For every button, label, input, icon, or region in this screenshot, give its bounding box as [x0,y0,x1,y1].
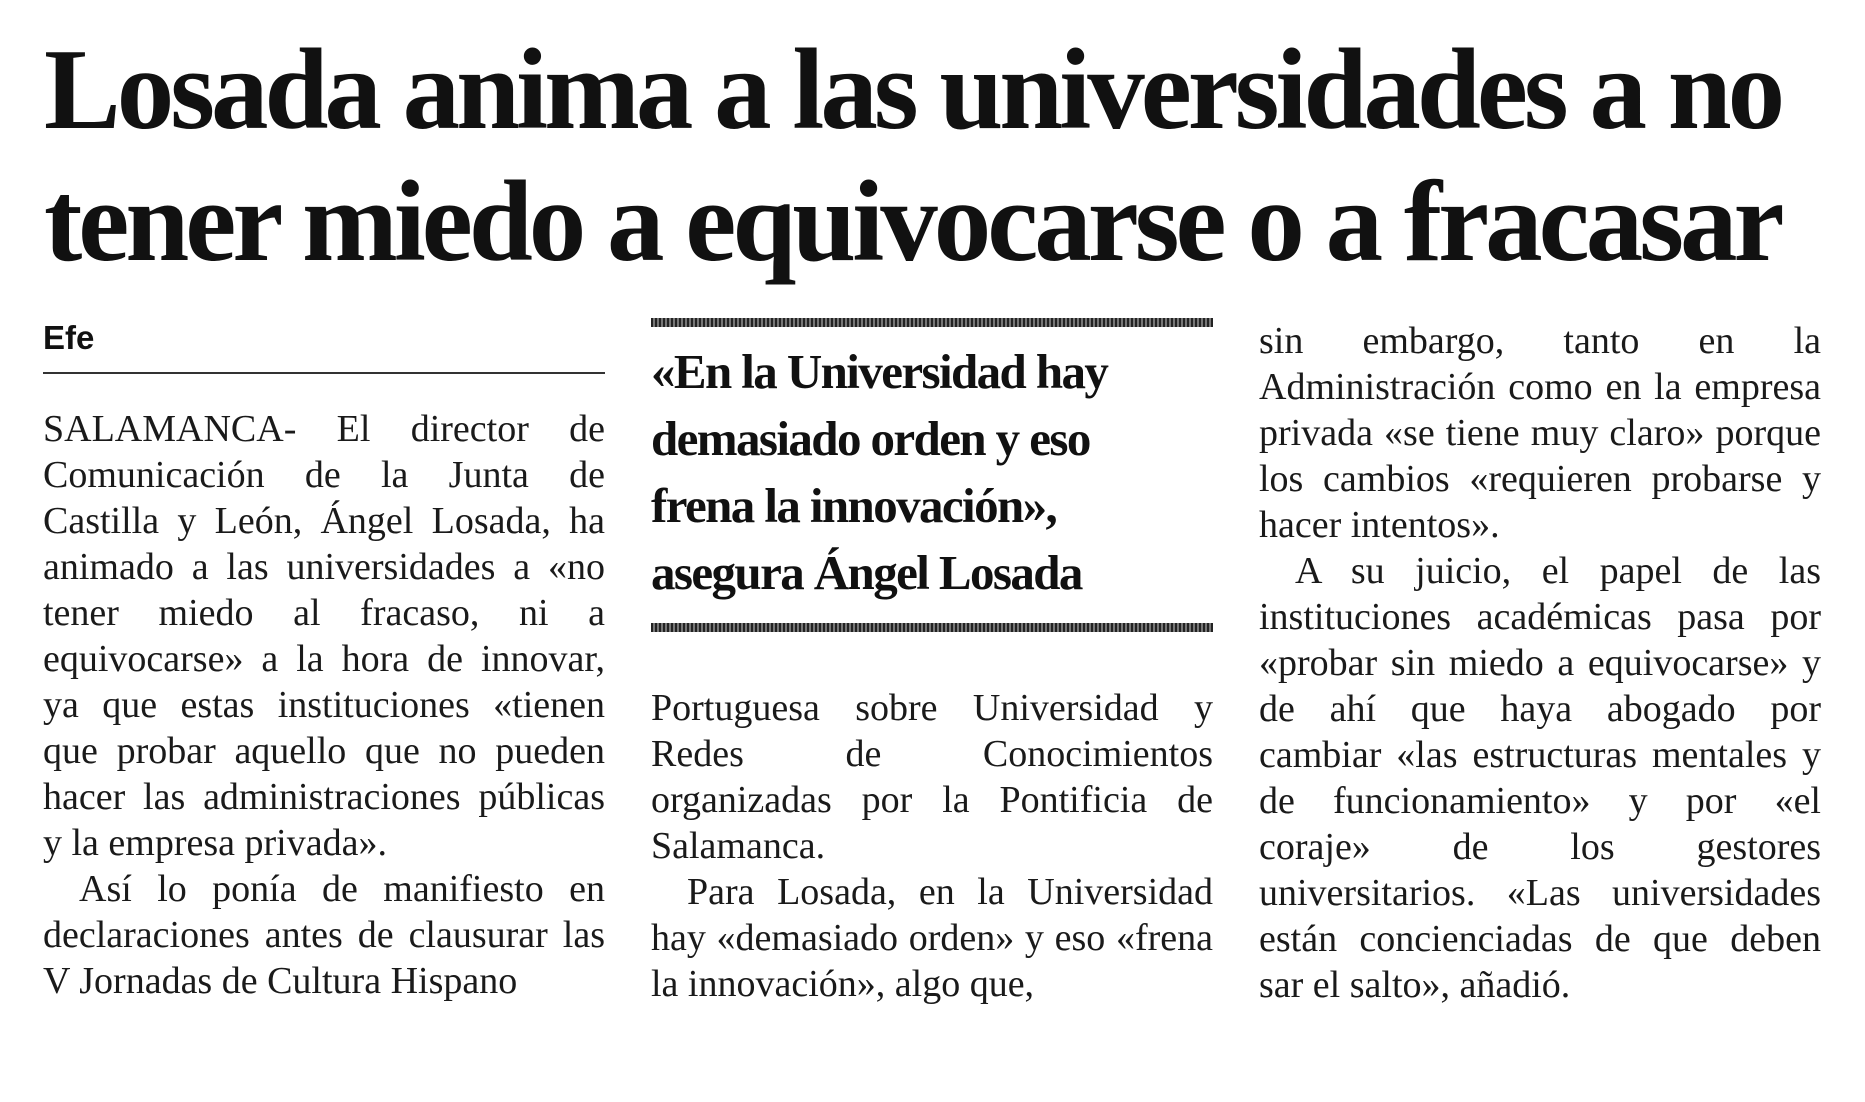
headline-line-1: Losada anima a las universidades a no [44,26,1782,153]
article-column-1 [43,406,605,1004]
article-column-3 [1259,318,1821,1008]
pullquote-bottom-rule [651,623,1213,632]
column-3-paragraph-1: sin embargo, tanto en la Administración como en la empresa privada «se tiene muy claro» porque los cambios «requieren probarse y hacer intentos». [1259,320,1821,546]
article-column-2 [651,685,1213,1007]
pullquote-line-4: asegura Ángel Losada [651,545,1082,600]
column-3-paragraph-2: A su juicio, el papel de las instituciones académicas pasa por «probar sin miedo a equivocarse» y de ahí que haya abogado por cambiar «las estructuras mentales y de funcionamiento» y por «el coraje» de los gestores universitarios. «Las universidades están concienciadas de que deben sar el salto», añadió. [1259,550,1821,1006]
byline-divider [43,372,605,374]
pullquote-line-3: frena la innovación», [651,478,1057,533]
column-1-paragraph-2: Así lo ponía de manifiesto en declaraciones antes de clausurar las V Jornadas de Cultura Hispano [43,868,605,1002]
column-1-paragraph-1: SALAMANCA- El director de Comunicación de la Junta de Castilla y León, Ángel Losada, ha animado a las universidades a «no tener miedo al fracaso, ni a equivocarse» a la hora de innovar, ya que estas instituciones «tienen que probar aquello que no pueden hacer las administraciones públicas y la empresa privada». [43,408,605,864]
headline [44,24,1844,288]
pullquote-line-2: demasiado orden y eso [651,411,1090,466]
byline: Efe [43,319,95,356]
headline-line-2: tener miedo a equivocarse o a fracasar [44,158,1781,285]
column-2-paragraph-1: Portuguesa sobre Universidad y Redes de Conocimientos organizadas por la Pontificia de Salamanca. [651,687,1213,867]
pullquote-top-rule [651,318,1213,327]
pullquote-line-1: «En la Universidad hay [651,344,1108,399]
pullquote [651,338,1213,606]
column-2-paragraph-2: Para Losada, en la Universidad hay «demasiado orden» y eso «frena la innovación», algo que, [651,871,1213,1005]
